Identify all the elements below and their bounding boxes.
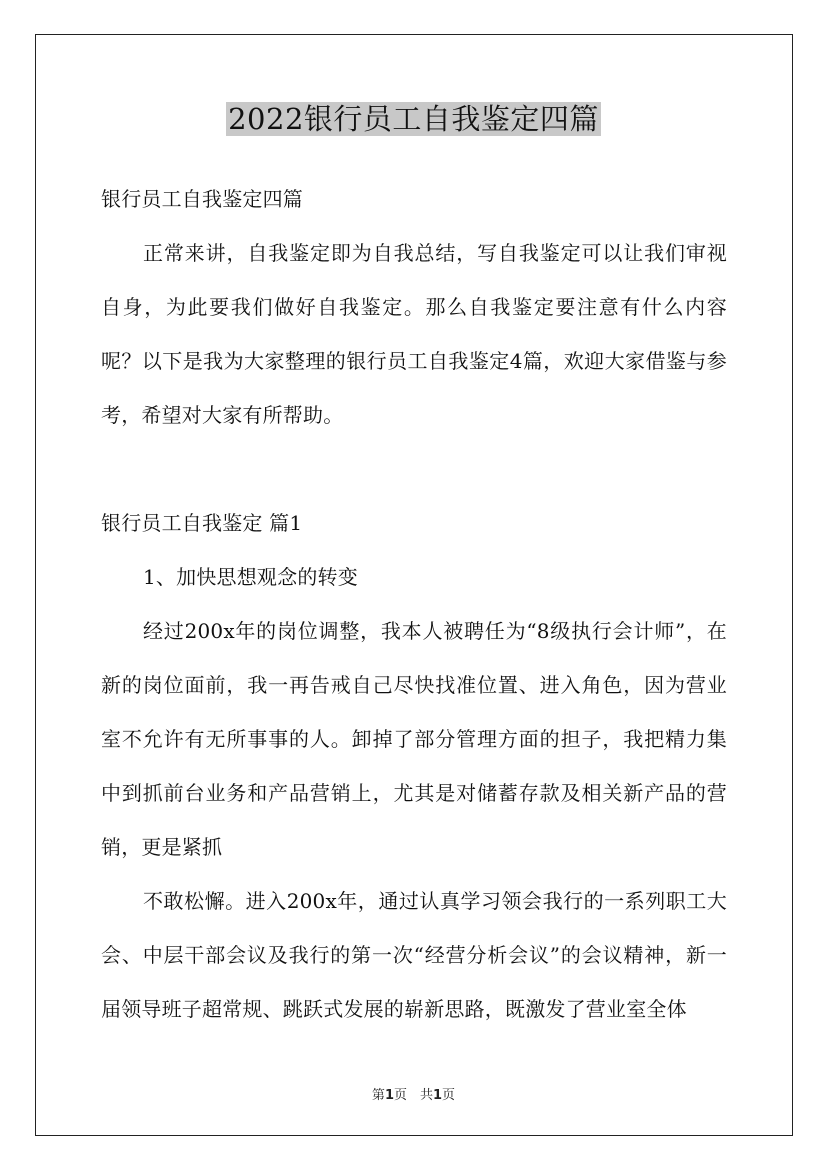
point-heading: 1、加快思想观念的转变 (143, 565, 358, 589)
footer-total-pages: 1 (433, 1088, 443, 1103)
document-title-wrap (0, 98, 827, 140)
page-footer (0, 1084, 827, 1103)
subtitle: 银行员工自我鉴定四篇 (101, 187, 303, 211)
document-body (101, 172, 727, 1036)
document-title: 2022银行员工自我鉴定四篇 (228, 102, 599, 136)
footer-suffix: 页 (442, 1088, 456, 1103)
spacer (101, 442, 727, 496)
body-paragraph-1: 经过200x年的岗位调整，我本人被聘任为“8级执行会计师”，在新的岗位面前，我一再告戒自己尽快找准位置、进入角色，因为营业室不允许有无所事事的人。卸掉了部分管理方面的担子，我把精力集中到抓前台业务和产品营销上，尤其是对储蓄存款及相关新产品的营销，更是紧抓 (101, 619, 727, 859)
intro-paragraph: 正常来讲，自我鉴定即为自我总结，写自我鉴定可以让我们审视自身，为此要我们做好自我鉴定。那么自我鉴定要注意有什么内容呢？以下是我为大家整理的银行员工自我鉴定4篇，欢迎大家借鉴与参考，希望对大家有所帮助。 (101, 241, 727, 427)
section-heading: 银行员工自我鉴定 篇1 (101, 511, 303, 535)
footer-prefix: 第 (371, 1088, 385, 1103)
footer-mid: 页 共 (393, 1088, 433, 1103)
footer-page-number: 1 (384, 1088, 394, 1103)
body-paragraph-2: 不敢松懈。进入200x年，通过认真学习领会我行的一系列职工大会、中层干部会议及我行的第一次“经营分析会议”的会议精神，新一届领导班子超常规、跳跃式发展的崭新思路，既激发了营业室全体 (101, 889, 727, 1021)
